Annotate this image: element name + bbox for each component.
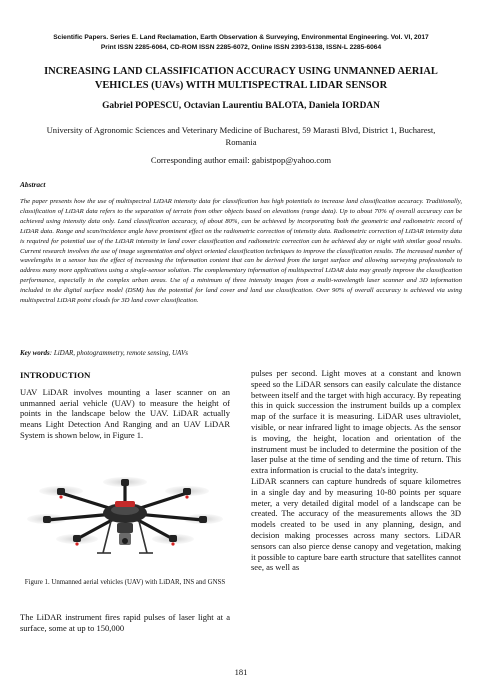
journal-header	[0, 33, 482, 53]
keywords-text: : LiDAR, photogrammetry, remote sensing, UAVs	[49, 349, 188, 357]
intro-paragraph-2: The LiDAR instrument fires rapid pulses of laser light at a surface, some at up to 150,000	[20, 612, 230, 633]
uav-figure	[27, 473, 223, 571]
abstract-heading: Abstract	[20, 180, 46, 189]
affiliation: University of Agronomic Sciences and Veterinary Medicine of Bucharest, 59 Marasti Blvd, District 1, Bucharest, Romania	[46, 125, 436, 147]
figure-1-caption: Figure 1. Unmanned aerial vehicles (UAV) with LiDAR, INS and GNSS	[24, 579, 226, 586]
uav-drone-image	[27, 473, 223, 571]
right-column	[251, 368, 461, 582]
section-heading-introduction: INTRODUCTION	[20, 370, 91, 380]
right-paragraph-2: LiDAR scanners can capture hundreds of square kilometres in a single day and by measuring 10-80 points per square meter, a very detailed digital model of a landscape can be created. The accuracy of the measurements allows the 3D models created to be used in any planning, design, and decision making processes across many sectors. LiDAR sensors can also pierce dense canopy and vegetation, making it possible to capture bare earth structure that satellites cannot see, as well as	[251, 475, 461, 573]
left-column	[20, 370, 230, 450]
intro-paragraph-1: UAV LiDAR involves mounting a laser scanner on an unmanned aerial vehicle (UAV) to measure the height of points in the landscape below the UAV. LiDAR actually means Light Detection And Ranging and an UAV LiDAR System is shown below, in Figure 1.	[20, 386, 230, 440]
journal-header-line2: Print ISSN 2285-6064, CD-ROM ISSN 2285-6072, Online ISSN 2393-5138, ISSN-L 2285-6064	[100, 44, 382, 51]
right-paragraph-1: pulses per second. Light moves at a constant and known speed so the LiDAR sensors can easily calculate the distance between itself and the target with high accuracy. By repeating this in quick succession the instrument builds up a complex map of the surface it is measuring. LiDAR uses ultraviolet, visible, or near infrared light to image objects. As the sensor is moving, the height, location and orientation of the instrument must be included to determine the position of the laser pulse at the time of sending and the time of return. This extra information is crucial to the data's integrity.	[251, 368, 461, 476]
authors: Gabriel POPESCU, Octavian Laurentiu BALOTA, Daniela IORDAN	[102, 101, 380, 111]
page-number: 181	[234, 667, 248, 677]
paper-title: INCREASING LAND CLASSIFICATION ACCURACY USING UNMANNED AERIAL VEHICLES (UAVs) WITH MULTISPECTRAL LIDAR SENSOR	[44, 66, 438, 91]
corresponding-email[interactable]: Corresponding author email: gabistpop@yahoo.com	[150, 155, 332, 165]
abstract-text: The paper presents how the use of multispectral LiDAR intensity data for classification has high potentials to increase land classification accuracy. Traditionally, classification of LiDAR data refers to the separation of terrain from other objects based on elevations (range data). Up to about 70% of overall accuracy can be achieved using intensity data only. Land classification accuracy, of about 80%, can be achieved by incorporating both the geometric and radiometric record of LiDAR data. Range and scan/incidence angle have prominent effect on the radiometric correction of intensity data. Radiometric correction of LiDAR intensity data is required for potential use of the LiDAR intensity in land cover classification and radiometric correction can be achieved day or night with similar good results. Current research involves the use of image segmentation and object oriented classification techniques to improve the classification results. The increased number of wavelengths in a sensor has the effect of increasing the information content that can be derived from the target surface and allowing surveying professionals to address many more applications using a single-sensor solution. The complementary information of multispectral LiDAR data may greatly improve the classification performance, especially in the complex urban areas. Use of a minimum of three intensity images from a multi-wavelength laser scanner and 3D information included in the digital surface model (DSM) has the potential for land cover and land use classification. Over 90% of overall accuracy is achieved via using multispectral LiDAR point clouds for 3D land cover classification.	[20, 198, 462, 305]
keywords	[20, 349, 462, 357]
journal-header-line1: Scientific Papers. Series E. Land Reclamation, Earth Observation & Surveying, Environmental Engineering. Vol. VI, 2017	[53, 34, 429, 41]
keywords-label: Key words	[20, 349, 50, 357]
